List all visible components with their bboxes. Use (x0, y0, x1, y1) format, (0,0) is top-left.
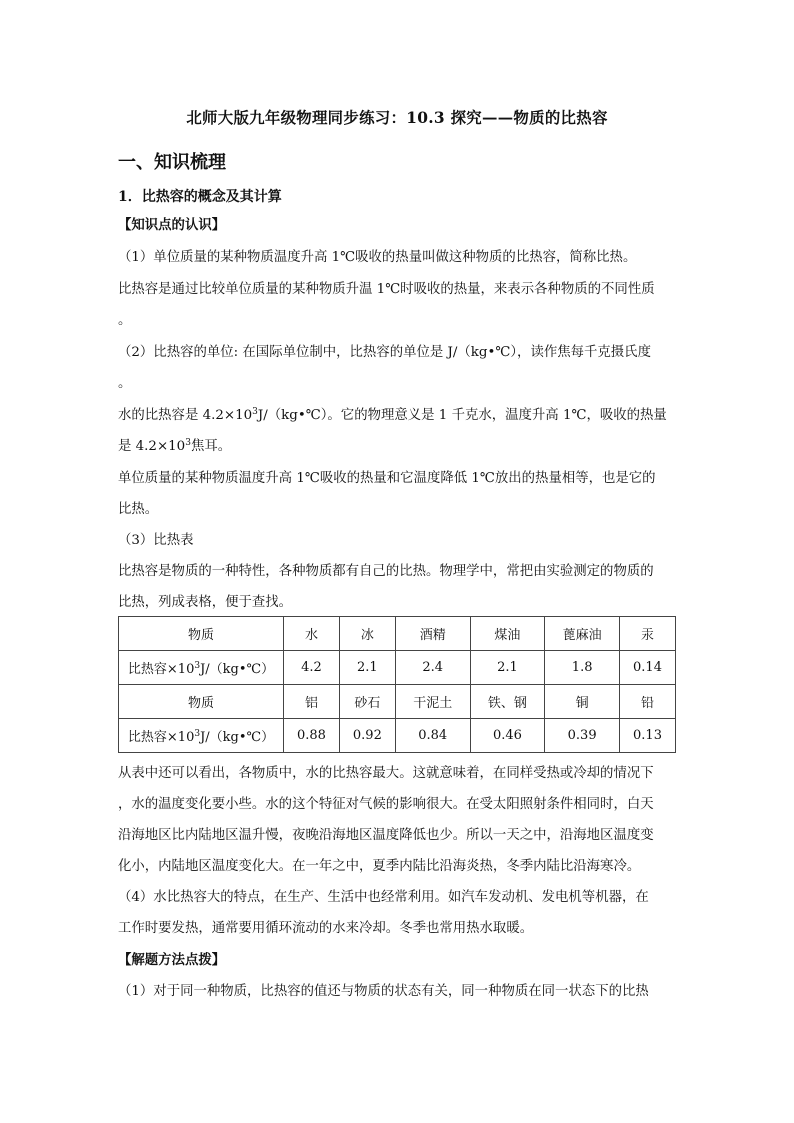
paragraph-line: 工作时要发热，通常要用循环流动的水来冷却。冬季也常用热水取暖。 (118, 921, 534, 936)
table-cell: 2.1 (470, 651, 545, 685)
paragraph-line: 是 $4.2\times 10^3$焦耳。 (118, 438, 232, 454)
table-cell: 物质 (119, 617, 284, 651)
table-cell: 物质 (119, 685, 284, 719)
section-heading: 一、知识梳理 (118, 152, 226, 173)
table-cell: 水 (284, 617, 340, 651)
table-cell: 干泥土 (395, 685, 470, 719)
paragraph-line: （2）比热容的单位: 在国际单位制中，比热容的单位是 J/（kg•℃），读作焦每千克摄氏度 (118, 345, 651, 360)
table-cell: 冰 (339, 617, 395, 651)
paragraph-line: （1）单位质量的某种物质温度升高 1℃吸收的热量叫做这种物质的比热容，简称比热。 (118, 250, 637, 265)
paragraph-line: 比热容是通过比较单位质量的某种物质升温 1℃时吸收的热量，来表示各种物质的不同性质 (118, 282, 655, 297)
table-cell: 2.1 (339, 651, 395, 685)
table-cell: 0.14 (620, 651, 676, 685)
table-cell: 酒精 (395, 617, 470, 651)
table-cell: 比热容$\times 10^3J/(kg•℃)$ (119, 651, 284, 685)
paragraph-line: 化小，内陆地区温度变化大。在一年之中，夏季内陆比沿海炎热，冬季内陆比沿海寒冷。 (118, 859, 641, 874)
table-cell: 0.39 (545, 719, 620, 753)
paragraph-line: 水的比热容是 $4.2\times 10^3J/(kg•℃)$。它的物理意义是 1 千克水，温度升高 1℃，吸收的热量 (118, 407, 667, 423)
table-cell: 4.2 (284, 651, 340, 685)
paragraph-line: 。 (118, 313, 132, 328)
table-row (119, 719, 676, 753)
table-cell: 2.4 (395, 651, 470, 685)
table-cell: 蓖麻油 (545, 617, 620, 651)
table-cell: 铜 (545, 685, 620, 719)
paragraph-line: 比热，列成表格，便于查找。 (118, 595, 293, 610)
table-cell: 铁、钢 (470, 685, 545, 719)
table-cell: 0.88 (284, 719, 340, 753)
paragraph-line: 从表中还可以看出，各物质中，水的比热容最大。这就意味着，在同样受热或冷却的情况下 (118, 766, 654, 781)
paragraph-line: ，水的温度变化要小些。水的这个特征对气候的影响很大。在受太阳照射条件相同时，白天 (118, 797, 654, 812)
paragraph-line: （4）水比热容大的特点，在生产、生活中也经常利用。如汽车发动机、发电机等机器，在 (118, 890, 649, 905)
subsection-heading: 1．比热容的概念及其计算 (118, 189, 282, 205)
table-cell: 0.46 (470, 719, 545, 753)
paragraph-line: 。 (118, 376, 132, 391)
paragraph-line: （3）比热表 (118, 533, 194, 548)
table-cell: 砂石 (339, 685, 395, 719)
document-title: 北师大版九年级物理同步练习：10.3 探究——物质的比热容 (186, 109, 608, 127)
table-row (119, 617, 676, 651)
paragraph-line: 比热容是物质的一种特性，各种物质都有自己的比热。物理学中，常把由实验测定的物质的 (118, 564, 654, 579)
table-row (119, 651, 676, 685)
paragraph-line: 比热。 (118, 502, 159, 517)
specific-heat-table (118, 616, 676, 753)
table-cell: 煤油 (470, 617, 545, 651)
method-heading: 【解题方法点拨】 (118, 952, 226, 968)
table-cell: 比热容$\times 10^3J/(kg•℃)$ (119, 719, 284, 753)
table-cell: 汞 (620, 617, 676, 651)
table-cell: 0.92 (339, 719, 395, 753)
paragraph-line: 沿海地区比内陆地区温升慢，夜晚沿海地区温度降低也少。所以一天之中，沿海地区温度变 (118, 828, 654, 843)
paragraph-line: 单位质量的某种物质温度升高 1℃吸收的热量和它温度降低 1℃放出的热量相等，也是它的 (118, 471, 656, 486)
table-cell: 铅 (620, 685, 676, 719)
table-cell: 1.8 (545, 651, 620, 685)
paragraph-line: （1）对于同一种物质，比热容的值还与物质的状态有关，同一种物质在同一状态下的比热 (118, 984, 649, 999)
knowledge-heading: 【知识点的认识】 (118, 217, 226, 233)
table-row (119, 685, 676, 719)
table-cell: 0.13 (620, 719, 676, 753)
table-cell: 0.84 (395, 719, 470, 753)
table-cell: 铝 (284, 685, 340, 719)
